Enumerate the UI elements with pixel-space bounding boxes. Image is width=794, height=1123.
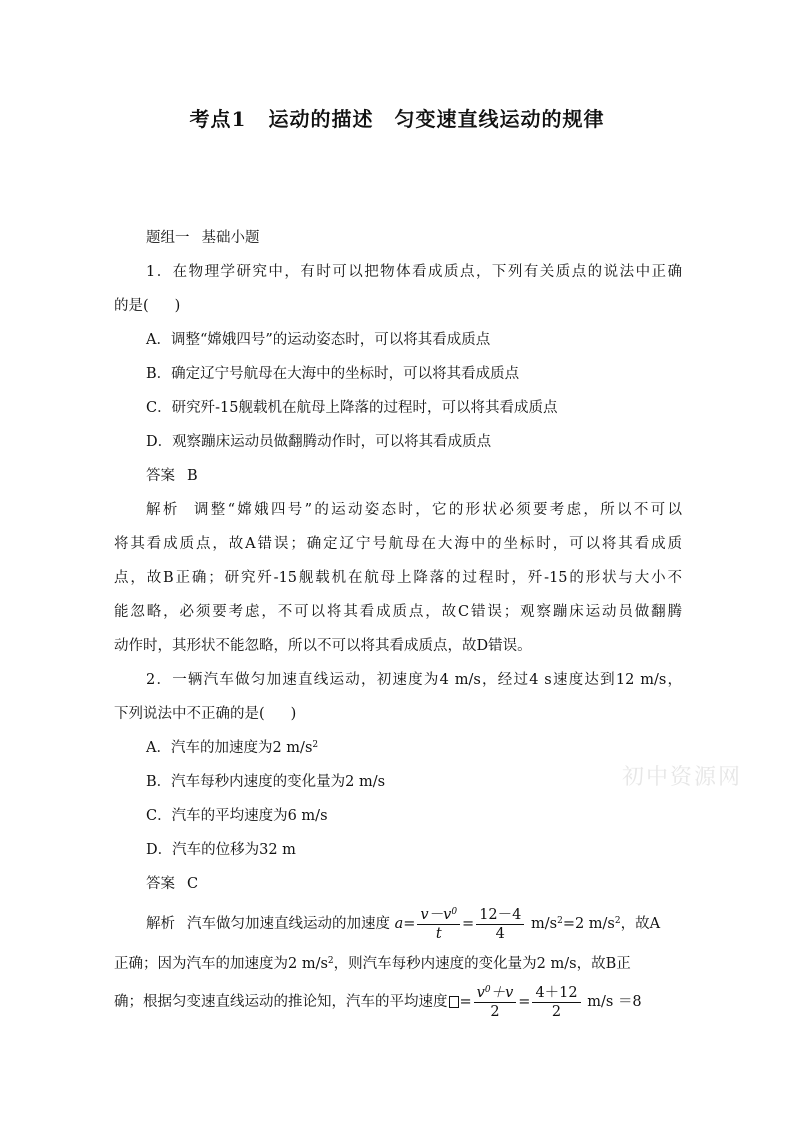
q2-explanation-line3: 确；根据匀变速直线运动的推论知，汽车的平均速度 = $\frac{v^0+v}{2}$ = $\frac{4+12}{2}$ m/s ＝8 bbox=[114, 984, 642, 1020]
q1-explanation-line2: 将其看成质点，故A错误；确定辽宁号航母在大海中的坐标时，可以将其看成质 bbox=[114, 536, 682, 552]
q1-explanation-line4: 能忽略，必须要考虑，不可以将其看成质点，故C错误；观察蹦床运动员做翻腾 bbox=[114, 604, 682, 620]
q1-stem-line2: 的是( ) bbox=[114, 298, 181, 314]
fraction-acceleration-values: $\frac{12-4}{4}$ bbox=[476, 906, 524, 943]
q1-option-c: C．研究歼-15舰载机在航母上降落的过程时，可以将其看成质点 bbox=[146, 400, 558, 416]
watermark: 初中资源网 bbox=[622, 765, 743, 790]
q1-option-a: A．调整“嫦娥四号”的运动姿态时，可以将其看成质点 bbox=[146, 332, 491, 348]
q2-stem-line2: 下列说法中不正确的是( ) bbox=[114, 706, 297, 722]
title-number: 考点1 bbox=[189, 107, 247, 131]
q1-stem-line1: 1．在物理学研究中，有时可以把物体看成质点，下列有关质点的说法中正确 bbox=[146, 264, 682, 280]
q1-answer: 答案 B bbox=[146, 468, 198, 484]
q2-option-b: B．汽车每秒内速度的变化量为2 m/s bbox=[146, 774, 386, 790]
q1-explanation-line5: 动作时，其形状不能忽略，所以不可以将其看成质点，故D错误。 bbox=[114, 638, 532, 654]
q2-option-d: D．汽车的位移为32 m bbox=[146, 842, 296, 858]
fraction-average-velocity-values: $\frac{4+12}{2}$ bbox=[532, 984, 580, 1021]
q2-answer: 答案 C bbox=[146, 876, 199, 892]
q2-explanation-line2: 正确；因为汽车的加速度为2 $m/s^2$，则汽车每秒内速度的变化量为2 m/s，故B正 bbox=[114, 956, 631, 972]
fraction-acceleration-formula: $\frac{v-v^0}{t}$ bbox=[417, 906, 460, 943]
q2-stem-line1: 2．一辆汽车做匀加速直线运动，初速度为4 m/s，经过4 s速度达到12 m/s， bbox=[146, 672, 682, 688]
q1-option-d: D．观察蹦床运动员做翻腾动作时，可以将其看成质点 bbox=[146, 434, 492, 450]
q1-explanation-line1: 解析 调整“嫦娥四号”的运动姿态时，它的形状必须要考虑，所以不可以 bbox=[146, 502, 682, 518]
q1-option-b: B．确定辽宁号航母在大海中的坐标时，可以将其看成质点 bbox=[146, 366, 520, 382]
title-text: 运动的描述 匀变速直线运动的规律 bbox=[268, 107, 605, 131]
q1-explanation-line3: 点，故B正确；研究歼-15舰载机在航母上降落的过程时，歼-15的形状与大小不 bbox=[114, 570, 682, 586]
fraction-average-velocity-formula: $\frac{v^0+v}{2}$ bbox=[474, 984, 517, 1021]
page-title bbox=[0, 103, 794, 132]
q2-option-a: A．汽车的加速度为2 $m/s^2$ bbox=[146, 740, 319, 756]
q2-explanation-line1: 解析 汽车做匀加速直线运动的加速度 a= $\frac{v-v^0}{t}$ = $\frac{12-4}{4}$ $m/s^2=2$ $m/s^2$，故A bbox=[146, 906, 661, 942]
q2-option-c: C．汽车的平均速度为6 m/s bbox=[146, 808, 328, 824]
group-heading: 题组一 基础小题 bbox=[146, 230, 260, 246]
average-velocity-symbol bbox=[449, 996, 459, 1008]
